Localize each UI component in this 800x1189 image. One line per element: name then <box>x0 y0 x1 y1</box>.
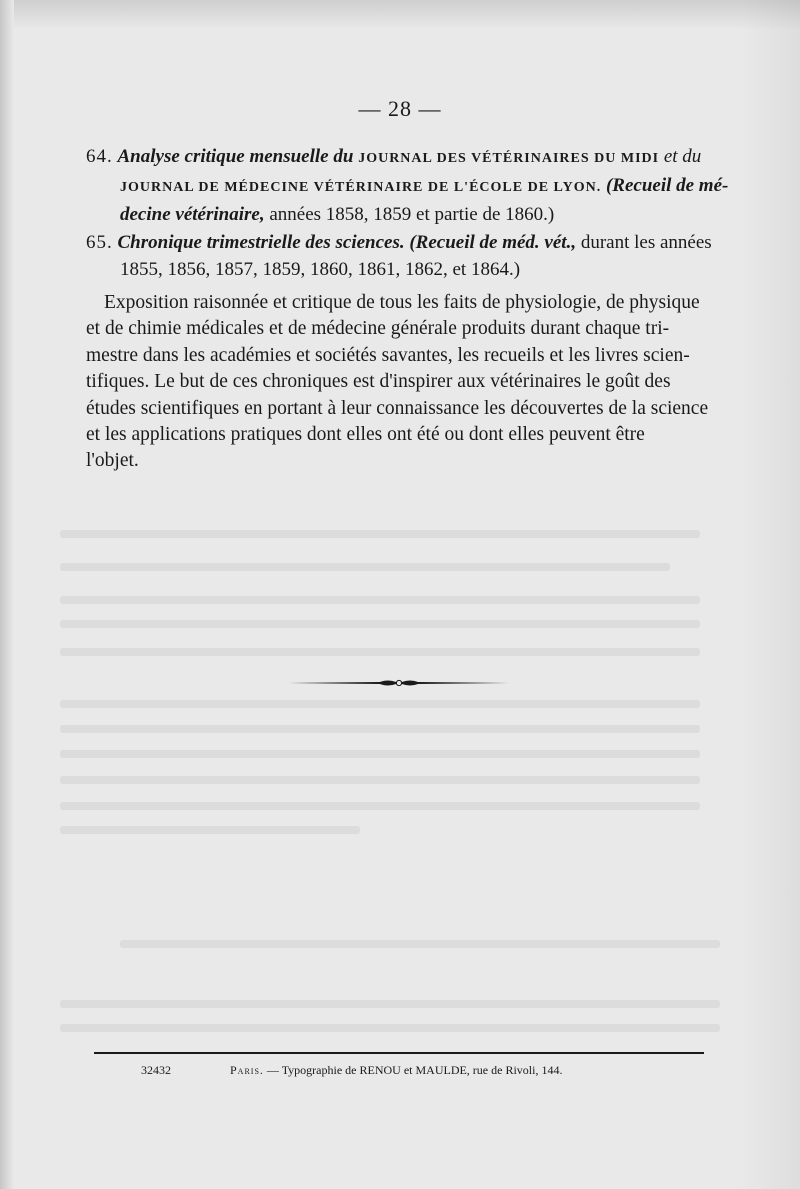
bleed-through <box>60 620 700 628</box>
entry-number: 64. <box>86 146 113 167</box>
paragraph-line: tifiques. Le but de ces chroniques est d'inspirer aux vétérinaires le goût des <box>86 371 671 393</box>
printer-city: Paris. <box>230 1063 264 1077</box>
paragraph-line: et les applications pratiques dont elles ont été ou dont elles peuvent être <box>86 424 645 446</box>
bleed-through <box>120 940 720 948</box>
bleed-through <box>60 802 700 810</box>
bleed-through <box>60 776 700 784</box>
journal-name: JOURNAL DES VÉTÉRINAIRES DU MIDI <box>358 151 660 166</box>
paragraph-line: mestre dans les académies et sociétés savantes, les recueils et les livres scien- <box>86 344 690 366</box>
entry-title: Chronique trimestrielle des sciences. <box>117 232 405 253</box>
recueil-reference: (Recueil de mé- <box>605 175 729 196</box>
recueil-reference: decine vétérinaire, <box>120 204 265 225</box>
entry-number: 65. <box>86 232 113 253</box>
page-number: — 28 — <box>358 96 442 121</box>
printer-footer <box>141 1063 641 1078</box>
scan-shadow-top <box>0 0 800 30</box>
paragraph-line: Exposition raisonnée et critique de tous les faits de physiologie, de physique <box>104 292 700 313</box>
bleed-through <box>60 596 700 604</box>
bleed-through <box>60 725 700 733</box>
paragraph-line: l'objet. <box>86 450 139 472</box>
bibliography-entry-64 <box>86 144 729 227</box>
bleed-through <box>60 1000 720 1008</box>
bleed-through <box>60 1024 720 1032</box>
description-paragraph <box>86 290 709 475</box>
entry-title: Analyse critique mensuelle du <box>117 146 354 167</box>
entry-years: 1855, 1856, 1857, 1859, 1860, 1861, 1862, et 1864.) <box>120 259 521 280</box>
bleed-through <box>60 750 700 758</box>
printer-info: — Typographie de RENOU et MAULDE, rue de Rivoli, 144. <box>266 1063 563 1077</box>
print-code: 32432 <box>141 1063 171 1077</box>
bleed-through <box>60 563 670 571</box>
ornamental-divider <box>288 676 510 690</box>
entry-duration: durant les années <box>580 232 712 253</box>
entry-conjunction: et du <box>663 146 702 167</box>
footer-rule <box>94 1052 704 1054</box>
bibliography-entry-65 <box>86 230 712 282</box>
paragraph-line: études scientifiques en portant à leur connaissance les découvertes de la science <box>86 397 709 419</box>
scan-shadow-left <box>0 0 14 1189</box>
journal-name: JOURNAL DE MÉDECINE VÉTÉRINAIRE DE L'ÉCOLE DE LYON. <box>120 180 602 195</box>
bleed-through <box>60 700 700 708</box>
bleed-through <box>60 530 700 538</box>
page-fold-shadow <box>740 0 800 1189</box>
entry-years: années 1858, 1859 et partie de 1860.) <box>269 204 555 225</box>
paragraph-line: et de chimie médicales et de médecine générale produits durant chaque tri- <box>86 318 670 340</box>
recueil-reference: (Recueil de méd. vét., <box>409 232 577 253</box>
bleed-through <box>60 826 360 834</box>
bleed-through <box>60 648 700 656</box>
